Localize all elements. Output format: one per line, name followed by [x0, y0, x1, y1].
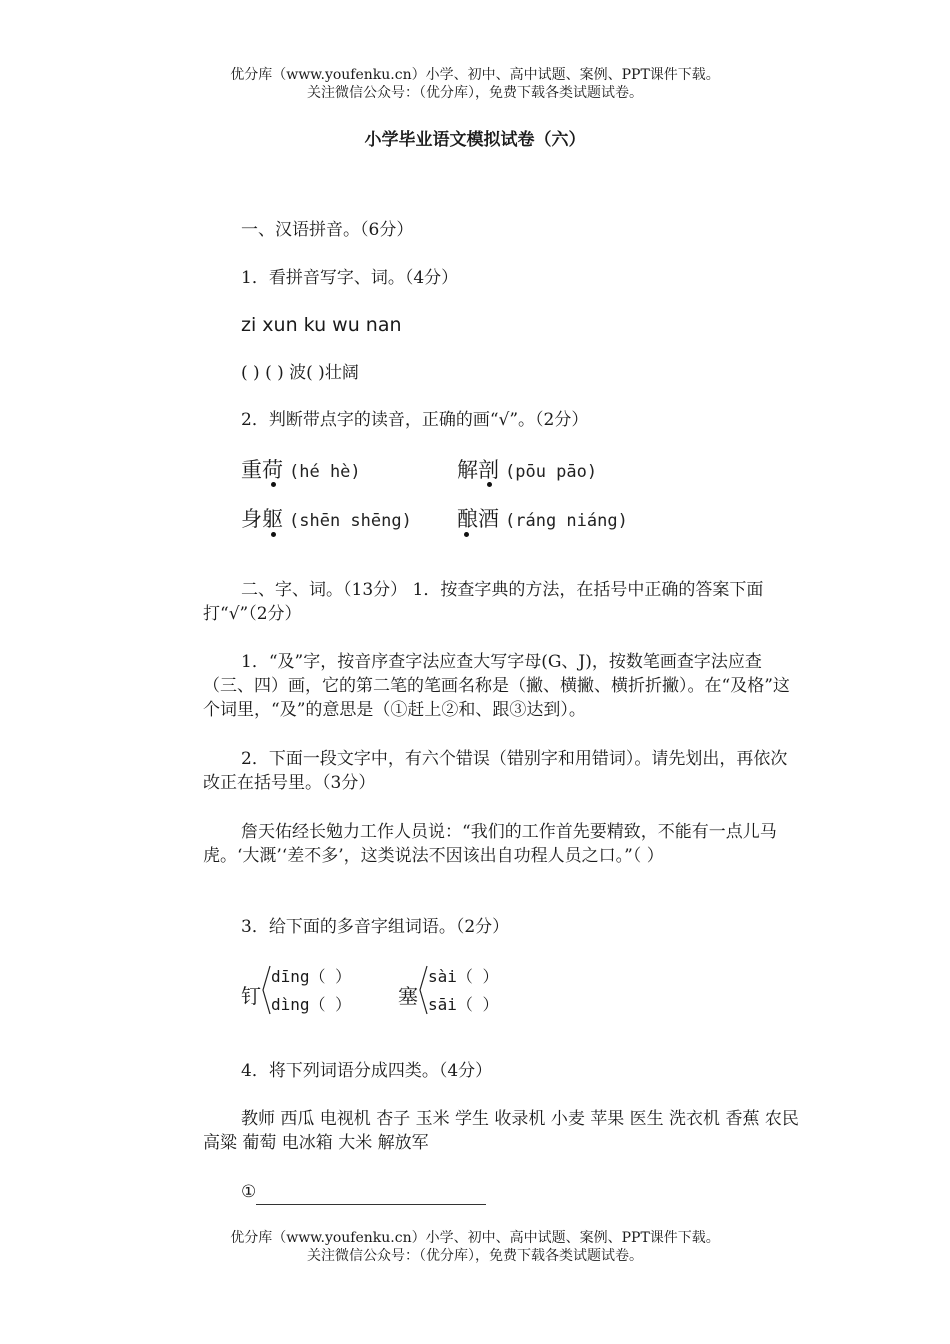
- answer-blank[interactable]: [256, 1188, 486, 1205]
- error-passage: 詹天佑经长勉力工作人员说：“我们的工作首先要精致，不能有一点儿马虎。‘大溉’‘差不多’，这类说法不因该出自功程人员之口。”（ ）: [203, 822, 777, 866]
- reading-options: (pōu pāo): [505, 462, 598, 482]
- polyphone-ding: [241, 962, 371, 1020]
- question-1-2-label: 2．判断带点字的读音，正确的画“√”。（2分）: [241, 410, 589, 430]
- pinyin-prompt: zi xun ku wu nan: [241, 314, 402, 336]
- reading-word: 解剖: [457, 458, 499, 482]
- reading-options: (ráng niáng): [505, 511, 628, 531]
- page-footer: [0, 1229, 950, 1265]
- emphasis-dot: [271, 482, 276, 487]
- page-header: [0, 66, 950, 102]
- polyphone-char: 钉: [241, 984, 261, 1008]
- polyphone-option: dīng（ ）: [271, 967, 352, 986]
- reading-item-zhonghe: [241, 454, 361, 484]
- answer-line-1: [241, 1180, 486, 1205]
- polyphone-option: sài（ ）: [428, 967, 499, 986]
- polyphone-char: 塞: [398, 984, 418, 1008]
- header-line-2: 关注微信公众号：（优分库），免费下载各类试题试卷。: [307, 85, 643, 101]
- reading-options: (hé hè): [289, 462, 361, 482]
- page-title: 小学毕业语文模拟试卷（六）: [364, 130, 586, 150]
- reading-word: 身躯: [241, 507, 283, 531]
- section-1-heading: 一、汉语拼音。（6分）: [241, 220, 414, 240]
- emphasis-dot: [464, 532, 469, 537]
- reading-item-jiepou: [457, 454, 597, 484]
- polyphone-option: sāi（ ）: [428, 995, 499, 1014]
- reading-item-niangjiu: [457, 503, 628, 533]
- brace-icon: [418, 965, 428, 1015]
- reading-word: 酿酒: [457, 507, 499, 531]
- polyphone-sai: [398, 962, 528, 1020]
- header-line-1: 优分库（www.youfenku.cn）小学、初中、高中试题、案例、PPT课件下载。: [230, 67, 720, 83]
- reading-item-shenqu: [241, 503, 412, 533]
- emphasis-dot: [487, 482, 492, 487]
- footer-line-2: 关注微信公众号：（优分库），免费下载各类试题试卷。: [307, 1248, 643, 1264]
- question-2-4-label: 4．将下列词语分成四类。（4分）: [241, 1061, 493, 1081]
- question-1-1-label: 1．看拼音写字、词。（4分）: [241, 268, 459, 288]
- reading-options: (shēn shēng): [289, 511, 412, 531]
- answer-marker: ①: [241, 1182, 257, 1202]
- question-2-3-label: 3．给下面的多音字组词语。（2分）: [241, 917, 510, 937]
- question-2-2-label: 2．下面一段文字中，有六个错误（错别字和用错词）。请先划出，再依次改正在括号里。（3分）: [203, 749, 788, 793]
- footer-line-1: 优分库（www.youfenku.cn）小学、初中、高中试题、案例、PPT课件下载。: [230, 1230, 720, 1246]
- reading-word: 重荷: [241, 458, 283, 482]
- word-list: 教师 西瓜 电视机 杏子 玉米 学生 收录机 小麦 苹果 医生 洗衣机 香蕉 农民 高粱 葡萄 电冰箱 大米 解放军: [203, 1109, 799, 1153]
- brace-icon: [261, 965, 271, 1015]
- question-2-1: 1．“及”字，按音序查字法应查大写字母(G、J)，按数笔画查字法应查（三、四）画，它的第二笔的笔画名称是（撇、横撇、横折折撇）。在“及格”这个词里，“及”的意思是（①赶上②和、跟③达到）。: [203, 652, 790, 720]
- section-2-heading: 二、字、词。（13分） 1．按查字典的方法，在括号中正确的答案下面打“√”（2分）: [203, 580, 764, 624]
- polyphone-option: dìng（ ）: [271, 995, 352, 1014]
- answer-blanks: ( ) ( ) 波( )壮阔: [241, 363, 359, 383]
- emphasis-dot: [271, 532, 276, 537]
